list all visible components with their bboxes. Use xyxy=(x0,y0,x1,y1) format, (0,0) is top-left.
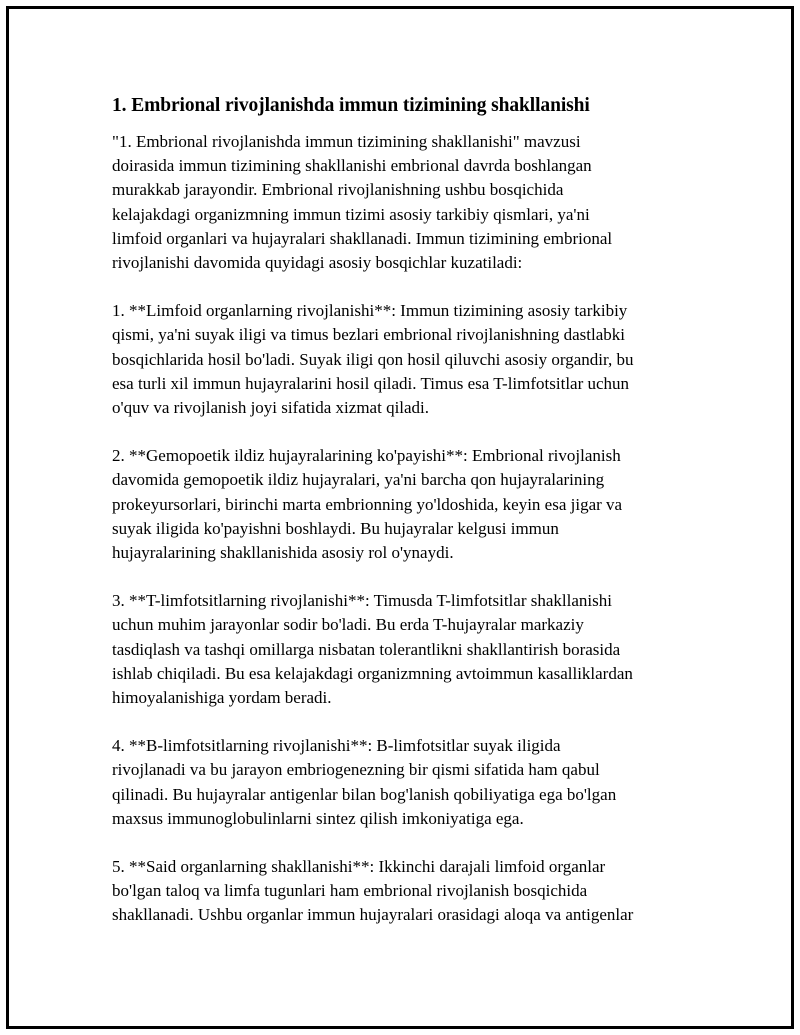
paragraph-b-limfotsitlar: 4. **B-limfotsitlarning rivojlanishi**: B-limfotsitlar suyak iligida rivojlanadi va bu jarayon embriogenezning bir qismi sifatida ham qabul qilinadi. Bu hujayralar antigenlar bilan bog'lanish qobiliyatiga ega bo'lgan maxsus immunoglobulinlarni sintez qilish imkoniyatiga ega. xyxy=(112,736,617,828)
paragraph-limfoid-organlar: 1. **Limfoid organlarning rivojlanishi**: Immun tizimining asosiy tarkibiy qismi, ya'ni suyak iligi va timus bezlari embrional rivojlanishning dastlabki bosqichlarida hosil bo'ladi. Suyak iligi qon hosil qiluvchi asosiy organdir, bu esa turli xil immun hujayralarini hosil qiladi. Timus esa T-limfotsitlar uchun o'quv va rivojlanish joyi sifatida xizmat qiladi. xyxy=(112,301,634,418)
intro-paragraph: "1. Embrional rivojlanishda immun tizimining shakllanishi" mavzusi doirasida immun tizimining shakllanishi embrional davrda boshlangan murakkab jarayondir. Embrional rivojlanishning ushbu bosqichida kelajakdagi organizmning immun tizimi asosiy tarkibiy qismlari, ya'ni limfoid organlari va hujayralari shakllanadi. Immun tizimining embrional rivojlanishi davomida quyidagi asosiy bosqichlar kuzatiladi: xyxy=(112,132,613,273)
paragraph-t-limfotsitlar: 3. **T-limfotsitlarning rivojlanishi**: Timusda T-limfotsitlar shakllanishi uchun muhim jarayonlar sodir bo'ladi. Bu erda T-hujayralar markaziy tasdiqlash va tashqi omillarga nisbatan tolerantlikni shakllantirish borasida ishlab chiqiladi. Bu esa kelajakdagi organizmning avtoimmun kasalliklardan himoyalanishiga yordam beradi. xyxy=(112,591,633,708)
paragraph-said-organlar: 5. **Said organlarning shakllanishi**: Ikkinchi darajali limfoid organlar bo'lgan taloq va limfa tugunlari ham embrional rivojlanish bosqichida shakllanadi. Ushbu organlar immun hujayralari orasidagi aloqa va antigenlar xyxy=(112,857,634,925)
document-title: 1. Embrional rivojlanishda immun tizimining shakllanishi xyxy=(112,95,590,116)
document-body xyxy=(112,92,692,952)
paragraph-gemopoetik-hujayralar: 2. **Gemopoetik ildiz hujayralarining ko'payishi**: Embrional rivojlanish davomida gemopoetik ildiz hujayralari, ya'ni barcha qon hujayralarining prokeyursorlari, birinchi marta embrionning yo'ldoshida, keyin esa jigar va suyak iligida ko'payishni boshlaydi. Bu hujayralar kelgusi immun hujayralarining shakllanishida asosiy rol o'ynaydi. xyxy=(112,446,623,563)
